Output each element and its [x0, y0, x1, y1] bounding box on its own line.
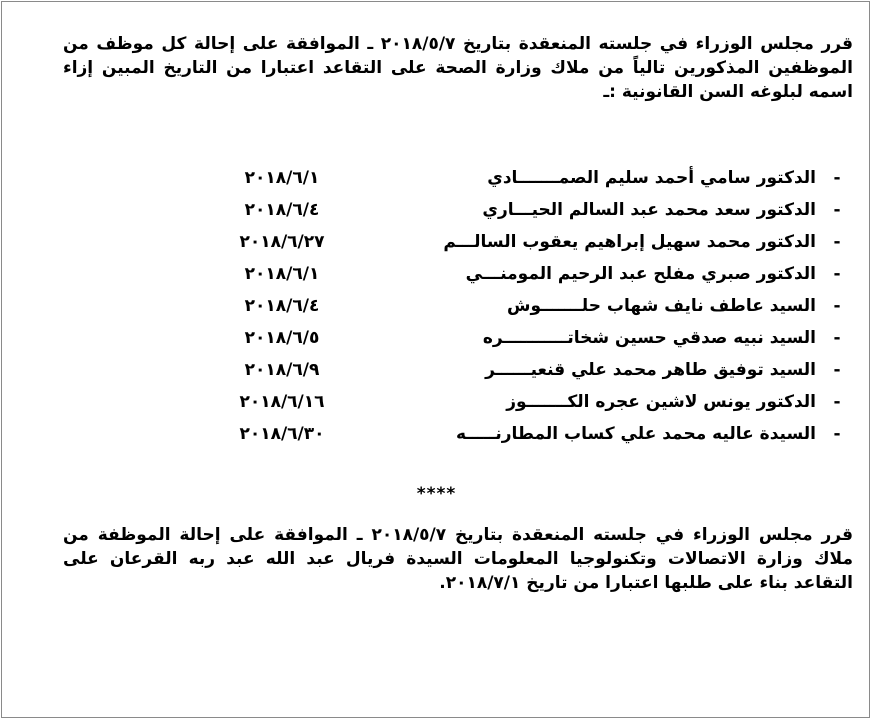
list-bullet: -: [833, 200, 841, 220]
list-bullet: -: [833, 264, 841, 284]
retirement-date: ٢٠١٨/٦/١٦: [239, 392, 325, 412]
list-item: [2, 354, 871, 386]
list-bullet: -: [833, 296, 841, 316]
retirement-date: ٢٠١٨/٦/٩: [244, 360, 320, 380]
employee-name: السيدة عاليه محمد علي كساب المطارنـــــه: [455, 424, 816, 444]
list-item: [2, 290, 871, 322]
retirement-date: ٢٠١٨/٦/٥: [244, 328, 320, 348]
retirement-date: ٢٠١٨/٦/٤: [244, 200, 320, 220]
employee-name: الدكتور سعد محمد عبد السالم الحيـــاري: [482, 200, 816, 220]
list-bullet: -: [833, 360, 841, 380]
employee-name: السيد نبيه صدقي حسين شخاتـــــــــــره: [482, 328, 816, 348]
list-item: [2, 322, 871, 354]
retirement-date: ٢٠١٨/٦/١: [244, 168, 320, 188]
retirement-date: ٢٠١٨/٦/٣٠: [239, 424, 325, 444]
employee-name: الدكتور سامي أحمد سليم الصمـــــــادي: [487, 168, 816, 188]
list-bullet: -: [833, 232, 841, 252]
document-page: [1, 1, 870, 718]
list-bullet: -: [833, 328, 841, 348]
section-separator: ****: [416, 484, 457, 504]
retiree-list: [2, 162, 871, 450]
employee-name: الدكتور صبري مفلح عبد الرحيم المومنـــي: [465, 264, 816, 284]
list-bullet: -: [833, 424, 841, 444]
retirement-date: ٢٠١٨/٦/٤: [244, 296, 320, 316]
list-item: [2, 386, 871, 418]
employee-name: السيد عاطف نايف شهاب حلـــــــوش: [507, 296, 816, 316]
decision-paragraph-ict-retirement: قرر مجلس الوزراء في جلسته المنعقدة بتاريخ ٢٠١٨/٥/٧ ـ الموافقة على إحالة الموظفة من ملاك وزارة الاتصالات وتكنولوجيا المعلومات السيدة فريال عبد الله عبد ربه القرعان على التقاعد بناء على طلبها اعتبارا من تاريخ ٢٠١٨/٧/١.: [63, 525, 853, 593]
list-bullet: -: [833, 168, 841, 188]
retirement-date: ٢٠١٨/٦/١: [244, 264, 320, 284]
list-item: [2, 258, 871, 290]
list-bullet: -: [833, 392, 841, 412]
employee-name: الدكتور محمد سهيل إبراهيم يعقوب السالـــم: [443, 232, 816, 252]
list-item: [2, 418, 871, 450]
list-item: [2, 162, 871, 194]
employee-name: الدكتور يونس لاشين عجره الكـــــــوز: [506, 392, 816, 412]
decision-paragraph-health-retirements: قرر مجلس الوزراء في جلسته المنعقدة بتاريخ ٢٠١٨/٥/٧ ـ الموافقة على إحالة كل موظف من الموظفين المذكورين تالياً من ملاك وزارة الصحة على التقاعد اعتبارا من التاريخ المبين إزاء اسمه لبلوغه السن القانونية :ـ: [63, 34, 853, 102]
list-item: [2, 226, 871, 258]
employee-name: السيد توفيق طاهر محمد علي قنعيــــــر: [485, 360, 816, 380]
retirement-date: ٢٠١٨/٦/٢٧: [239, 232, 325, 252]
list-item: [2, 194, 871, 226]
